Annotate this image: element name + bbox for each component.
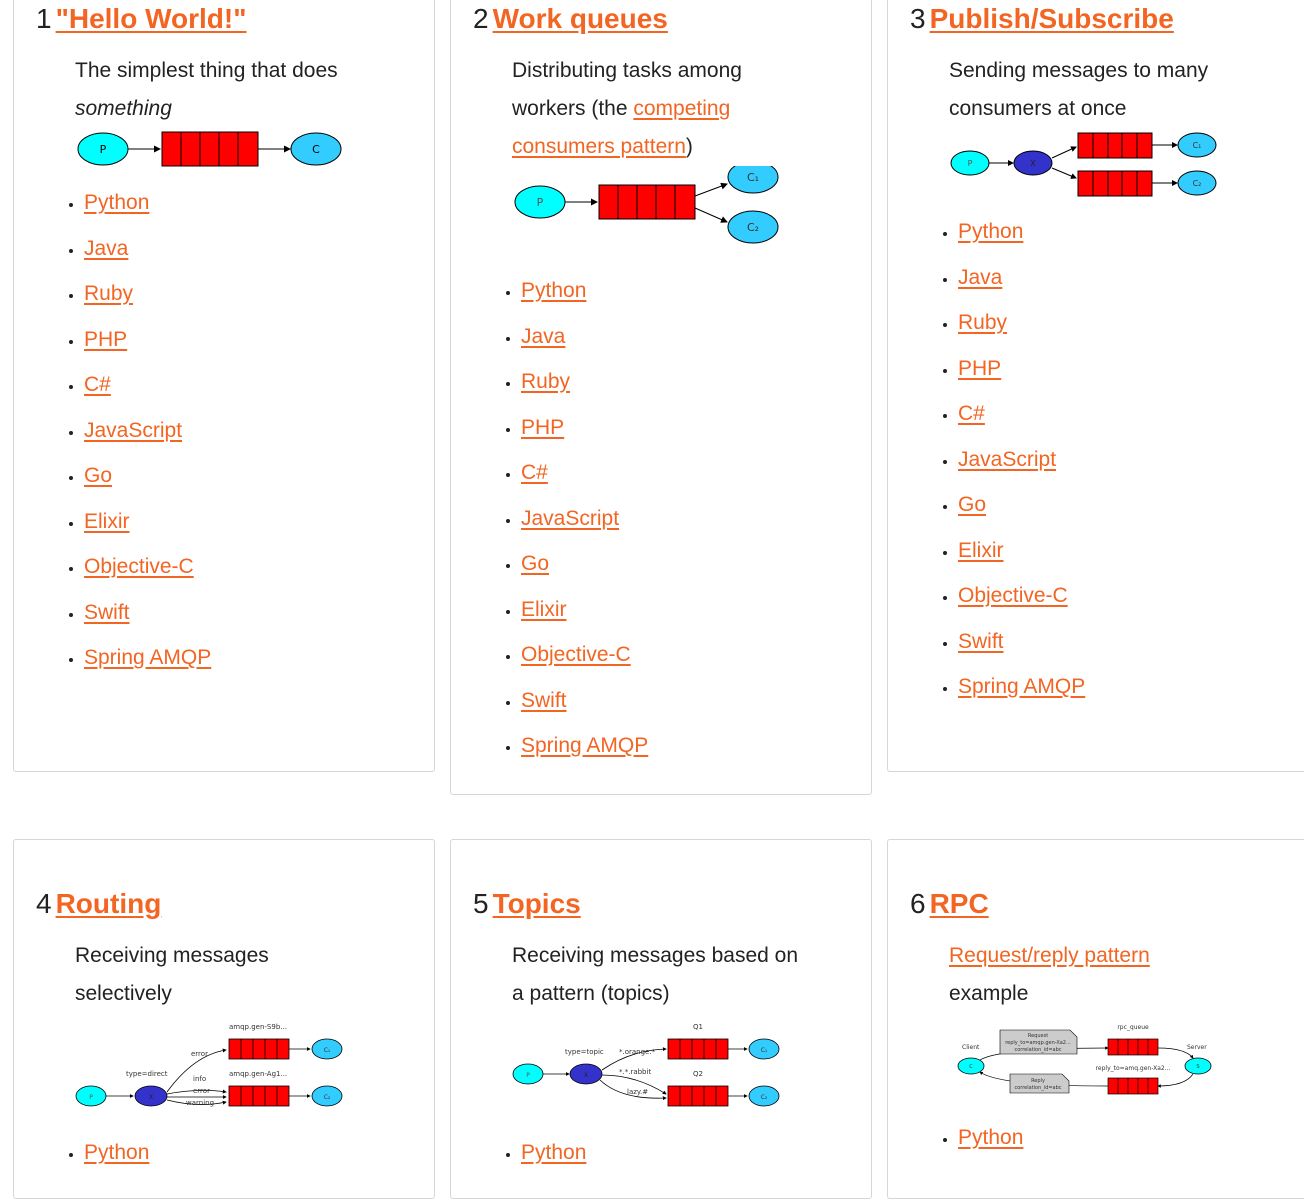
tutorial-number: 5 [473, 888, 489, 919]
queue-2 [1078, 171, 1152, 196]
language-link[interactable]: Python [521, 279, 587, 302]
queue-name-2: amqp.gen-Ag1... [229, 1070, 288, 1078]
language-list [62, 1140, 149, 1186]
language-list [499, 1140, 586, 1186]
language-list [499, 278, 648, 779]
reply-queue-label: reply_to=amq.gen-Xa2... [1095, 1065, 1171, 1072]
publish-subscribe-diagram [950, 129, 1220, 199]
language-link[interactable]: Spring AMQP [84, 646, 212, 669]
tutorial-link-hello-world[interactable]: "Hello World!" [55, 3, 247, 34]
language-link[interactable]: JavaScript [958, 447, 1057, 471]
list-item [958, 219, 1085, 265]
consumer-label-2: C₂ [1192, 179, 1202, 188]
language-link[interactable]: JavaScript [521, 506, 620, 530]
rpc-queue [1108, 1039, 1158, 1055]
producer-label: P [99, 143, 107, 156]
language-link[interactable]: PHP [521, 415, 565, 439]
language-link[interactable]: C# [521, 461, 548, 484]
routing-diagram [74, 1020, 349, 1115]
tutorial-card-1 [13, 0, 435, 772]
language-link[interactable]: C# [958, 402, 985, 425]
language-list [62, 190, 211, 691]
card-title [910, 886, 989, 922]
list-item [521, 324, 648, 370]
svg-text:correlation_id=abc: correlation_id=abc [1014, 1085, 1062, 1091]
language-link[interactable]: Swift [521, 688, 567, 712]
exchange-label: X [583, 1072, 589, 1079]
producer-label: P [526, 1072, 530, 1079]
queue-1 [668, 1039, 728, 1059]
list-item [521, 551, 648, 597]
tutorial-number: 4 [36, 888, 52, 919]
competing-consumers-link[interactable]: competing consumers pattern [512, 97, 731, 158]
language-link[interactable]: Python [84, 1141, 150, 1164]
language-link[interactable]: Elixir [84, 509, 130, 533]
list-item [958, 265, 1085, 311]
list-item [521, 688, 648, 734]
list-item [958, 356, 1085, 402]
exchange-type-label: type=topic [565, 1048, 604, 1056]
language-link[interactable]: Python [958, 220, 1024, 243]
binding-label-1: error [191, 1050, 208, 1058]
consumer-label: C [312, 143, 320, 156]
list-item [84, 418, 211, 464]
card-title [36, 1, 247, 37]
hello-world-diagram [76, 129, 346, 169]
queue [162, 132, 258, 166]
language-link[interactable]: Objective-C [958, 584, 1068, 607]
server-label: Server [1187, 1044, 1207, 1051]
list-item [84, 600, 211, 646]
tutorial-card-5 [450, 839, 872, 1199]
list-item [84, 190, 211, 236]
binding-label-3: lazy.# [627, 1088, 649, 1096]
language-link[interactable]: Java [521, 324, 566, 348]
list-item [958, 538, 1085, 584]
language-link[interactable]: Spring AMQP [958, 675, 1086, 698]
work-queues-diagram [513, 166, 783, 256]
language-link[interactable]: Python [521, 1141, 587, 1164]
queue-2 [229, 1086, 289, 1106]
list-item [84, 281, 211, 327]
tutorial-card-6 [887, 839, 1304, 1199]
svg-text:Request: Request [1027, 1033, 1049, 1039]
binding-label-2: info [193, 1075, 207, 1083]
language-link[interactable]: Java [84, 236, 129, 260]
request-note [1000, 1030, 1077, 1054]
tutorial-description: The simplest thing that does something [75, 59, 338, 120]
tutorial-description: Request/reply pattern example [949, 944, 1150, 1005]
consumer-label-1: C₁ [746, 171, 760, 184]
tutorial-number: 1 [36, 3, 52, 34]
reply-queue [1108, 1078, 1158, 1094]
consumer-label-2: C₂ [760, 1094, 768, 1101]
list-item [521, 733, 648, 779]
queue-1 [229, 1039, 289, 1059]
language-link[interactable]: Go [958, 493, 987, 516]
tutorial-link-rpc[interactable]: RPC [929, 888, 989, 919]
producer-label: P [536, 196, 544, 209]
list-item [84, 327, 211, 373]
tutorial-number: 3 [910, 3, 926, 34]
list-item [521, 369, 648, 415]
server-node-label: S [1196, 1064, 1200, 1070]
language-link[interactable]: Python [958, 1126, 1024, 1149]
client-node-label: C [969, 1064, 973, 1070]
queue-name-1: amqp.gen-S9b... [229, 1023, 287, 1031]
tutorial-card-2 [450, 0, 872, 795]
language-link[interactable]: Go [521, 552, 550, 575]
tutorial-description: Distributing tasks among workers (the competing consumers pattern) [512, 59, 742, 158]
language-link[interactable]: Go [84, 464, 113, 487]
consumer-label-2: C₂ [746, 221, 760, 234]
queue-2 [668, 1086, 728, 1106]
list-item [521, 460, 648, 506]
consumer-label-1: C₁ [760, 1047, 768, 1054]
list-item [958, 447, 1085, 493]
list-item [958, 492, 1085, 538]
list-item [521, 597, 648, 643]
consumer-label-2: C₂ [323, 1094, 331, 1101]
tutorial-link-routing[interactable]: Routing [55, 888, 162, 919]
consumer-label-1: C₁ [1192, 141, 1202, 150]
language-link[interactable]: Swift [84, 600, 130, 624]
list-item [958, 1125, 1023, 1171]
tutorial-description: Receiving messages selectively [75, 944, 269, 1005]
language-link[interactable]: PHP [84, 327, 128, 351]
svg-text:correlation_id=abc: correlation_id=abc [1014, 1047, 1062, 1053]
list-item [84, 236, 211, 282]
queue-name-2: Q2 [693, 1070, 703, 1078]
language-list [936, 1125, 1023, 1171]
tutorial-number: 2 [473, 3, 489, 34]
list-item [521, 1140, 586, 1186]
list-item [958, 674, 1085, 720]
producer-label: P [89, 1094, 93, 1101]
language-list [936, 219, 1085, 720]
tutorial-description: Receiving messages based on a pattern (topics) [512, 944, 799, 1005]
language-link[interactable]: PHP [958, 356, 1002, 380]
language-link[interactable]: Spring AMQP [521, 734, 649, 757]
list-item [958, 583, 1085, 629]
language-link[interactable]: Objective-C [521, 643, 631, 666]
card-title [473, 1, 668, 37]
list-item [521, 415, 648, 461]
client-label: Client [962, 1044, 980, 1051]
queue [599, 185, 695, 219]
card-title [910, 1, 1174, 37]
language-link[interactable]: Objective-C [84, 555, 194, 578]
language-link[interactable]: Ruby [84, 282, 134, 305]
list-item [84, 372, 211, 418]
language-link[interactable]: Ruby [521, 370, 571, 393]
list-item [84, 645, 211, 691]
rpc-diagram [950, 1020, 1230, 1100]
list-item [84, 554, 211, 600]
tutorial-link-work-queues[interactable]: Work queues [492, 3, 668, 34]
queue-1 [1078, 133, 1152, 158]
tutorial-number: 6 [910, 888, 926, 919]
rpc-queue-label: rpc_queue [1117, 1024, 1149, 1031]
tutorial-card-3 [887, 0, 1304, 772]
card-title [473, 886, 581, 922]
binding-label-3: error [193, 1087, 210, 1095]
request-reply-link[interactable]: Request/reply pattern [949, 944, 1150, 967]
consumer-label-1: C₁ [323, 1047, 331, 1054]
list-item [521, 278, 648, 324]
language-link[interactable]: JavaScript [84, 418, 183, 442]
language-link[interactable]: Elixir [958, 538, 1004, 562]
list-item [84, 1140, 149, 1186]
svg-text:reply_to=amqp.gen-Xa2...: reply_to=amqp.gen-Xa2... [1005, 1040, 1071, 1046]
binding-label-2: *.*.rabbit [619, 1068, 652, 1076]
binding-label-4: warning [186, 1099, 215, 1107]
producer-label: P [967, 159, 973, 168]
language-link[interactable]: Ruby [958, 311, 1008, 334]
list-item [521, 506, 648, 552]
exchange-label: X [1030, 159, 1036, 168]
list-item [521, 642, 648, 688]
list-item [84, 509, 211, 555]
language-link[interactable]: Java [958, 265, 1003, 289]
list-item [958, 629, 1085, 675]
language-link[interactable]: Elixir [521, 597, 567, 621]
tutorial-card-4 [13, 839, 435, 1199]
topics-diagram [511, 1020, 786, 1115]
exchange-type-label: type=direct [126, 1070, 168, 1078]
reply-note [1010, 1074, 1069, 1093]
list-item [958, 310, 1085, 356]
tutorial-link-topics[interactable]: Topics [492, 888, 581, 919]
queue-name-1: Q1 [693, 1023, 703, 1031]
language-link[interactable]: C# [84, 373, 111, 396]
list-item [84, 463, 211, 509]
tutorial-link-publish-subscribe[interactable]: Publish/Subscribe [929, 3, 1174, 34]
language-link[interactable]: Swift [958, 629, 1004, 653]
tutorial-description: Sending messages to many consumers at once [949, 59, 1209, 120]
language-link[interactable]: Python [84, 191, 150, 214]
list-item [958, 401, 1085, 447]
exchange-label: X [148, 1094, 154, 1101]
svg-text:Reply: Reply [1031, 1078, 1045, 1084]
binding-label-1: *.orange.* [619, 1048, 656, 1056]
card-title [36, 886, 161, 922]
